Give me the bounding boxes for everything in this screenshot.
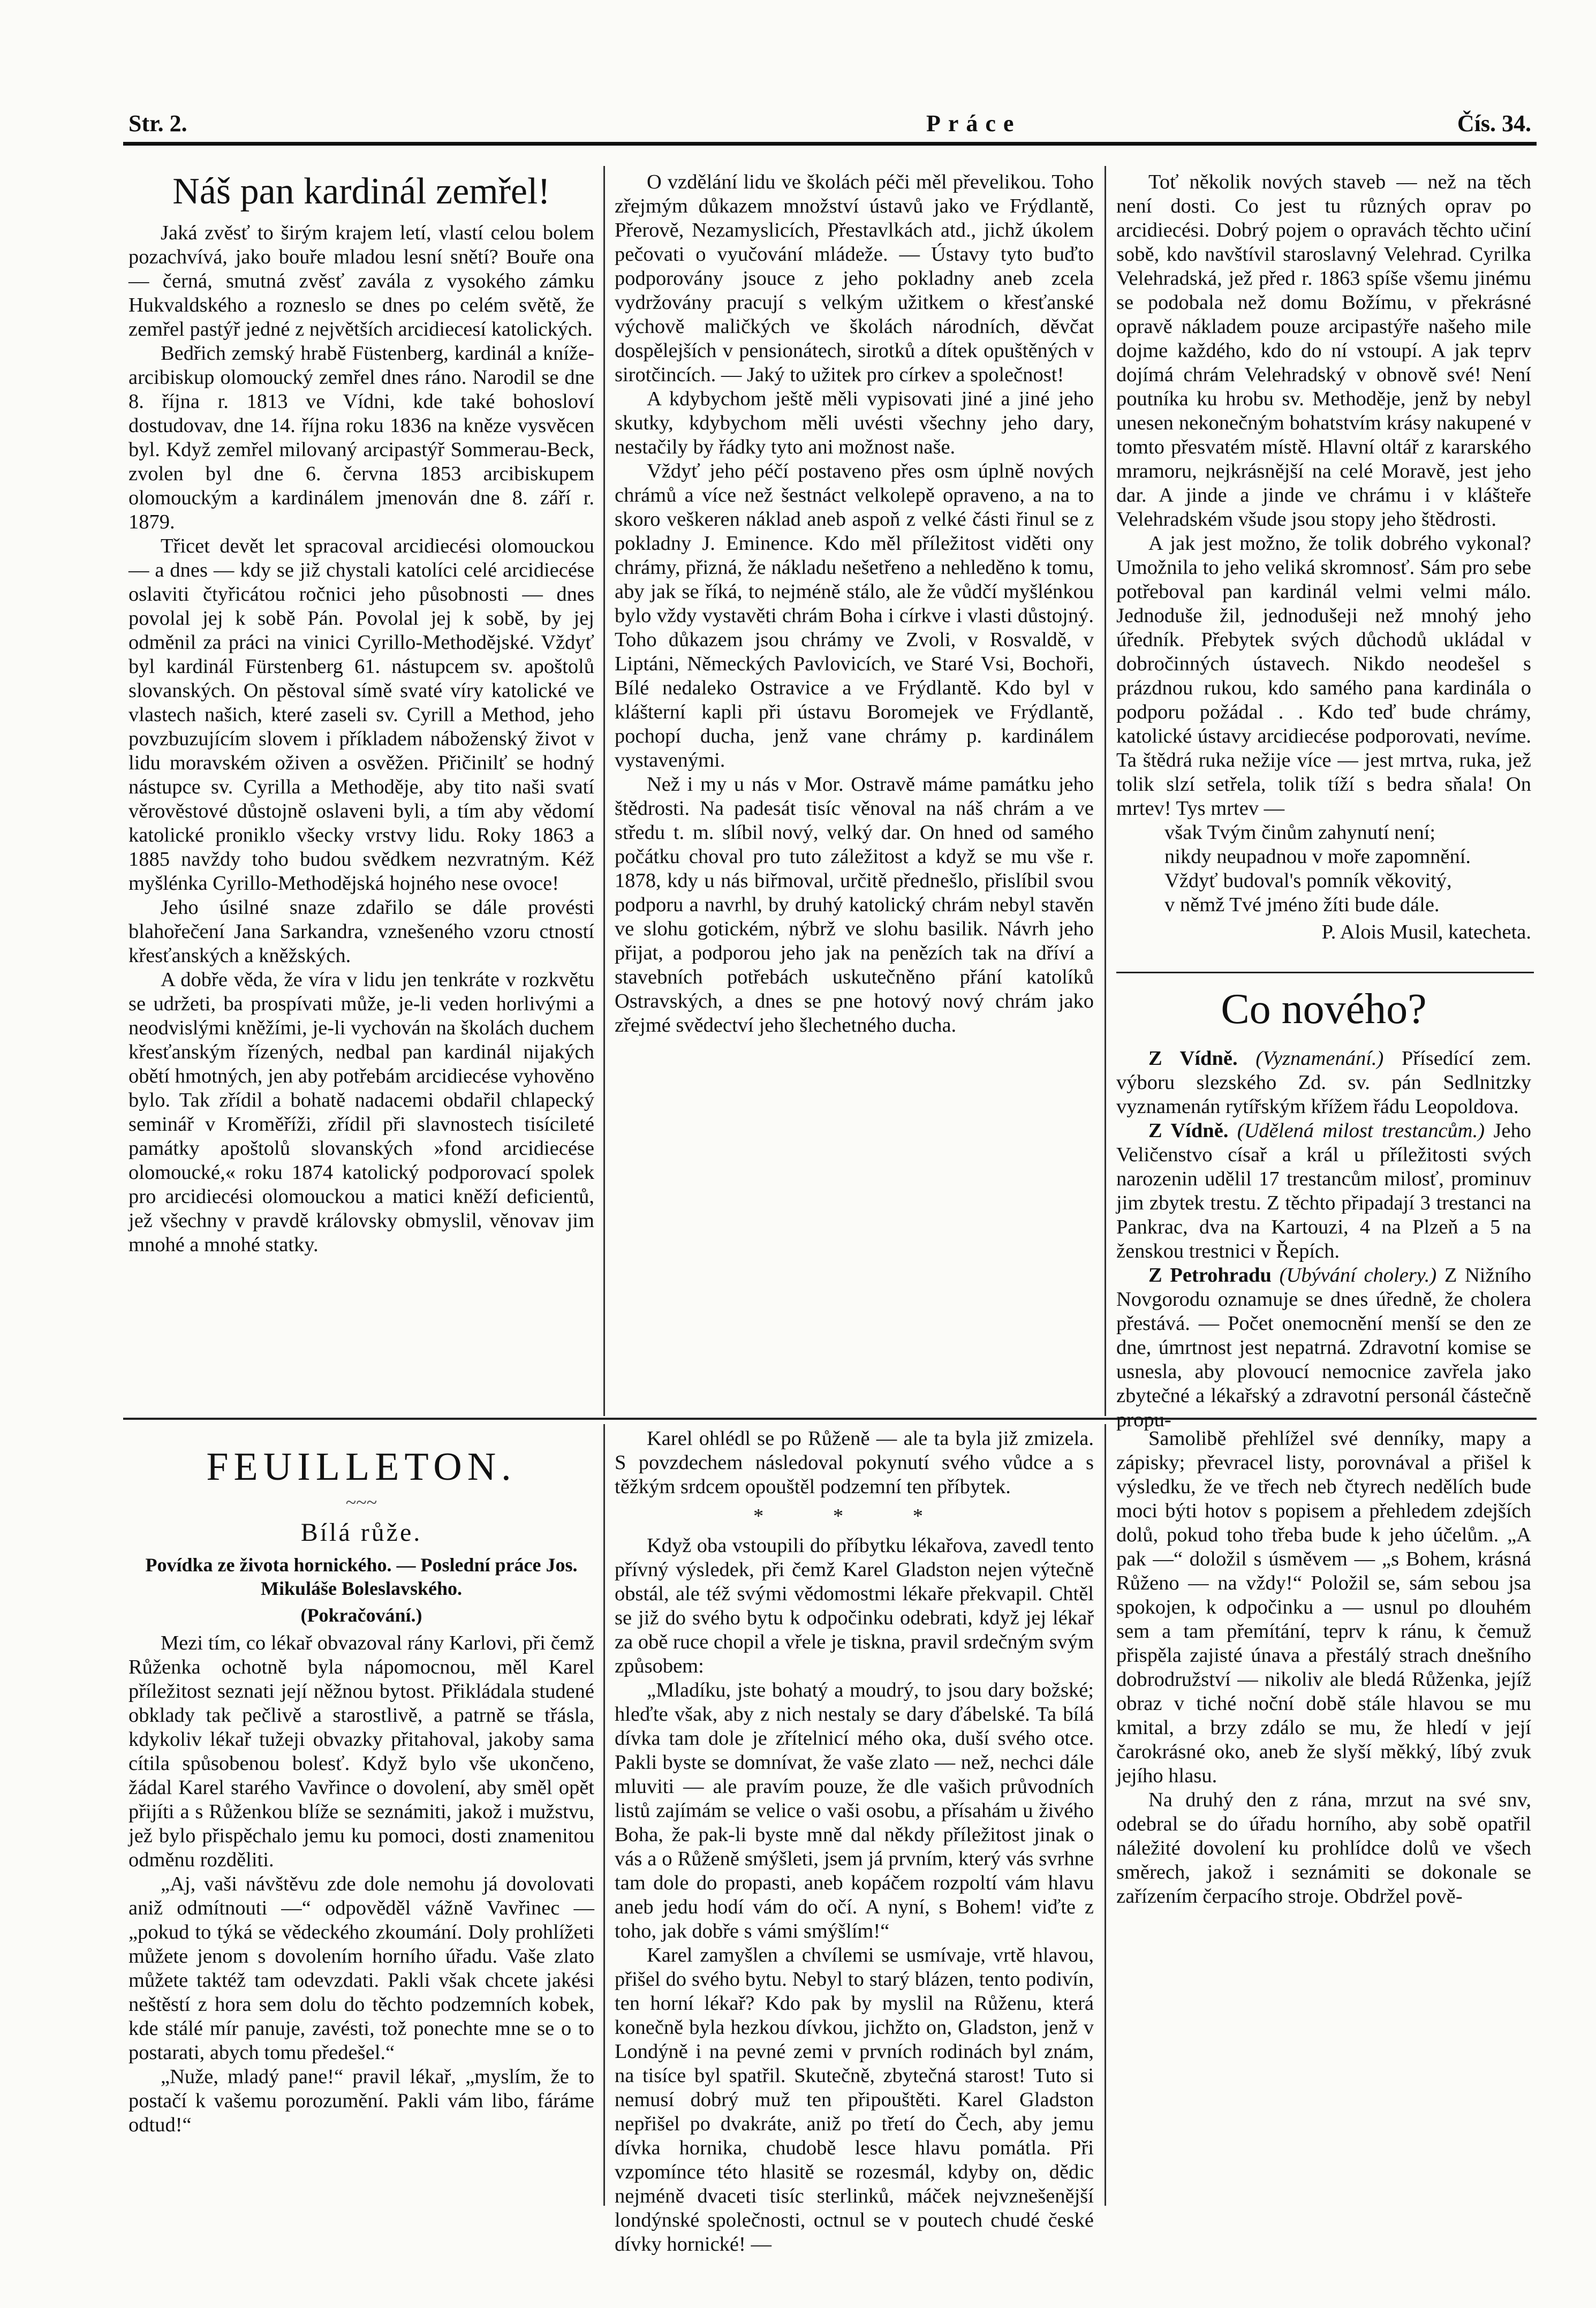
section-break: * * *: [753, 1505, 955, 1527]
article-paragraph: A jak jest možno, že tolik dobrého vykonal? Umožnila to jeho veliká skromnosť. Sám pro sebe potřeboval pan kardinál velmi velmi málo. Jednoduše žil, jednodušeji než mnohý jeho úředník. Přebytek svých důchodů ukládal v dobročinných ústavech. Nikdo neodešel s prázdnou rukou, kdo samého pana kardinála o podporu požádal . . Kdo teď bude chrámy, katolické ústavy arcidiecése podporovati, nevíme. Ta štědrá ruka nežije více — jest mrtva, ruka, jež tolik slzí setřela, tolik tíží s bedra sňala! On mrtev! Tys mrtev —: [1116, 532, 1531, 820]
article-paragraph: A dobře věda, že víra v lidu jen tenkráte v rozkvětu se udržeti, ba prospívati může, je-li veden horlivými a neodvislými kněžími, je-li vychován na školách duchem křesťanským řízených, nedbal pan kardinál nijakých obětí hmotných, jen aby potřebám arcidiecése vyhověno bylo. Tak zřídil a bohatě nadacemi obdařil chlapecký seminář v Kroměříži, zřídil při slavnostech tisícileté památky apoštolů slovanských »fond arcidiecése olomoucké,« roku 1874 katolický podporovací spolek pro arcidiecési olomouckou a matici kněží deficientů, jež všechny v pravdě královsky obmyslil, věnovav jim mnohé a mnohé statky.: [128, 968, 594, 1256]
poem-line: však Tvým činům zahynutí není;: [1164, 821, 1436, 844]
article-paragraph: Toť několik nových staveb — než na těch není dosti. Co jest tu různých oprav po arcidiecési. Dobrý pojem o opravách těchto učiní sobě, kdo navštívil staroslavný Velehrad. Cyrilka Velehradská, jež před r. 1863 spíše všemu jinému se podobala než domu Božímu, v překrásné opravě nákladem pouze arcipastýře našeho mile dojme každého, kdo do ní vstoupí. A jak teprv dojímá chrám Velehradský v obnově své! Není poutníka ku hrobu sv. Methoděje, jenž by nebyl unesen nekonečným bohatstvím krásy nakupené v tomto přesvatém místě. Hlavní oltář z kararského mramoru, nejkrásnější na celé Moravě, jest jeho dar. A jinde a jinde ve chrámu i v klášteře Velehradském všude jsou stopy jeho štědrosti.: [1116, 171, 1531, 531]
feuilleton-column-1: [128, 1427, 594, 2137]
feuilleton-column-2: [615, 1427, 1094, 2257]
news-headline: (Udělená milost trestancům.): [1237, 1119, 1485, 1142]
news-item: [1116, 1047, 1531, 1119]
story-paragraph: „Mladíku, jste bohatý a moudrý, to jsou dary božské; hleďte však, aby z nich nestaly se dary ďábelské. Ta bílá dívka tam dole je zřítelnicí mého oka, duší svého otce. Pakli byste se domnívat, že vaše zlato — než, nechci dále mluviti — ale pravím pouze, že dle vašich průvodních listů zajímám se velice o vaši osobu, a přísahám u živého Boha, že pak-li byste mně dal někdy příležitost jinak o vás a o Růženě smýšleti, jsem já prvním, který vás svrhne tam dole do propasti, aneb kopáčem rozpoltí vám hlavu aneb jedu hodí vám do očí. A nyní, s Bohem! viďte z toho, jak dobře s vámi smýšlím!“: [615, 1679, 1094, 1942]
article-column-2: [615, 170, 1094, 1038]
news-text: Jeho Veličenstvo císař a král u příležitosti svých narozenin udělil 17 trestancům milosť, prominuv jim zbytek trestu. Z těchto připadají 3 trestanci na Pankrac, dva na Kartouzi, 4 na Plzeň a 5 na ženskou trestnici v Řepích.: [1116, 1119, 1532, 1262]
newspaper-title: Práce: [926, 110, 1022, 137]
news-headline: (Vyznamenání.): [1255, 1047, 1384, 1070]
column-divider: [603, 166, 605, 1416]
news-place: Z Vídně.: [1148, 1119, 1229, 1142]
news-item: [1116, 1263, 1531, 1432]
continuation-note: (Pokračování.): [300, 1605, 422, 1626]
column-divider: [603, 1424, 605, 2206]
news-section: [1116, 980, 1531, 1432]
news-place: Z Petrohradu: [1148, 1264, 1272, 1287]
story-paragraph: Samolibě přehlížel své denníky, mapy a zápisky; převracel listy, porovnával a přišel k výsledku, že ve třech neb čtyrech nedělích bude moci býti hotov s popisem a přehledem zdejších dolů, pokud toho třeba bude k jeho účelům. „A pak —“ doložil s úsměvem — „s Bohem, krásná Růženo — na vždy!“ Položil se, sám sebou jsa spokojen, k odpočinku a — usnul po dlouhém sem a tam přemítání, teprv k ránu, k čemuž přispěla zajisté únava a přestálý strach dnešního dobrodružství — nikoliv ale bledá Růženka, jejíž obraz v tiché noční době stále hlavou se mu kmital, a brzy zdálo se mu, že hledí v její čarokrásné oko, aneb že slyší měkký, líbý zvuk jejího hlasu.: [1116, 1427, 1531, 1787]
article-paragraph: Jaká zvěsť to širým krajem letí, vlastí celou bolem pozachvívá, jako bouře mladou lesní snětí? Bouře ona — černá, smutná zvěsť zavála z vysokého zámku Hukvaldského a rozneslo se dnes po celém světě, že zemřel pastýř jedné z největších arcidiecesí katolických.: [128, 222, 594, 340]
article-paragraph: Jeho úsilné snaze zdařilo se dále provésti blahořečení Jana Sarkandra, vznešeného vzoru ctností křesťanských a kněžských.: [128, 896, 594, 967]
story-paragraph: Karel ohlédl se po Růženě — ale ta byla již zmizela. S povzdechem následoval pokynutí svého vůdce a s těžkým srdcem opouštěl podzemní ten příbytek.: [615, 1427, 1094, 1498]
news-headline: (Ubývání cholery.): [1279, 1264, 1437, 1287]
feuilleton-column-3: [1116, 1427, 1531, 1909]
story-paragraph: „Aj, vaši návštěvu zde dole nemohu já dovolovati aniž odmítnouti —“ odpověděl vážně Vavřinec — „pokud to týká se vědeckého zkoumání. Doly prohlížeti můžete jenom s dovolením horního úřadu. Vaše zlato můžete taktéž tam odevzdati. Pakli však chcete jakési neštěstí z hora sem dolu do těchto podzemních kobek, kde stálé mír panuje, zavésti, tož ponechte mne se o to postarati, abych tomu předešel.“: [128, 1873, 594, 2064]
page-header: [128, 110, 1531, 142]
article-paragraph: O vzdělání lidu ve školách péči měl převelikou. Toho zřejmým důkazem množství ústavů jako ve Frýdlantě, Přerově, Nezamyslicích, Přestavlkách atd., jichž úkolem pečovati o vyučování mládeže. — Ústavy tyto buďto podporovány jsouce z jeho pokladny aneb zcela vydržovány pracují s velkým užitkem o křesťanské výchově maličkých ve školách národních, děvčat dospělejších v pensionátech, sirotků a dítek opuštěných v sirotčincích. — Jaký to užitek pro církev a společnost!: [615, 171, 1094, 386]
column-divider: [1105, 1424, 1106, 2206]
news-place: Z Vídně.: [1148, 1047, 1238, 1070]
story-title: Bílá růže.: [300, 1518, 422, 1547]
page-number: Str. 2.: [128, 110, 187, 137]
news-rule: [1116, 972, 1534, 973]
article-column-3: [1116, 170, 1531, 944]
issue-number: Čís. 34.: [1457, 110, 1531, 137]
ornament: ~~~: [345, 1492, 377, 1513]
poem-line: nikdy neupadnou v moře zapomnění.: [1164, 845, 1471, 868]
story-paragraph: Na druhý den z rána, mrzut na své snv, odebral se do úřadu horního, aby sobě opatřil náležité dovolení ku prohlídce dolů ve všech směrech, jakož i seznámiti se dokonale se zařízením čerpacího stroje. Obdržel pově-: [1116, 1789, 1531, 1908]
article-paragraph: A kdybychom ještě měli vypisovati jiné a jiné jeho skutky, kdybychom měli uvésti všechny jeho dary, nestačily by řádky tyto ani možnost naše.: [615, 388, 1094, 458]
feuilleton-heading: FEUILLETON.: [206, 1445, 517, 1489]
poem-line: v němž Tvé jméno žíti bude dále.: [1164, 894, 1440, 916]
story-paragraph: Když oba vstoupili do příbytku lékařova, zavedl tento přívný výsledek, při čemž Karel Gladston nejen výtečně obstál, ale též svými vědomostmi lékaře překvapil. Chtěl se již do svého bytu k odpočinku odebrati, když jej lékař za obě ruce chopil a vřele je tiskna, pravil srdečným svým způsobem:: [615, 1534, 1094, 1677]
story-paragraph: „Nuže, mladý pane!“ pravil lékař, „myslím, že to postačí k vašemu porozumění. Pakli vám libo, fáráme odtud!“: [128, 2065, 594, 2136]
author-signature: P. Alois Musil, katecheta.: [1321, 921, 1531, 943]
story-paragraph: Mezi tím, co lékař obvazoval rány Karlovi, při čemž Růženka ochotně byla nápomocnou, měl Karel příležitost seznati její něžnou bytost. Přikládala studené obklady tak pečlivě a starostlivě, a patrně se třásla, kdykoliv lékař tužeji obvazky přitahoval, jakoby sama cítila spůsobenou bolesť. Když bylo vše ukončeno, žádal Karel starého Vavřince o dovolení, aby směl opět přijíti a s Růženkou blíže se seznámiti, jakož i mužstvu, jež bylo přispěchalo jemu ku pomoci, dosti znamenitou odměnu rozděliti.: [128, 1632, 594, 1871]
article-paragraph: Vždyť jeho péčí postaveno přes osm úplně nových chrámů a více než šestnáct velkolepě opraveno, a na to skoro veškeren náklad aneb aspoň z velké části řinul se z pokladny J. Eminence. Kdo měl příležitost viděti ony chrámy, přizná, že nákladu nešetřeno a nehleděno k tomu, aby jak se říká, to nejméně stálo, ale že vůdčí myšlénkou bylo vždy vystavěti chrám Boha i církve i vlasti důstojný. Toho důkazem jsou chrámy ve Zvoli, v Rosvaldě, v Liptáni, Německých Pavlovicích, ve Staré Vsi, Bochoři, Bílé nedaleko Ostravice a ve Frýdlantě. Kdo byl v klášterní kapli při ústavu Boromejek ve Frýdlantě, pochopí ducha, jenž vane chrámy p. kardinálem vystavenými.: [615, 460, 1094, 771]
column-divider: [1105, 166, 1106, 1416]
article-title: Náš pan kardinál zemřel!: [172, 171, 550, 212]
memorial-poem: [1164, 821, 1531, 917]
article-paragraph: Než i my u nás v Mor. Ostravě máme památku jeho štědrosti. Na padesát tisíc věnoval na náš chrám a ve středu t. m. slíbil nový, velký dar. On hned od samého počátku choval pro tuto záležitost a když se mu vše r. 1878, kdy u nás biřmoval, určitě přednešlo, přislíbil svou podporu a navrhl, by druhý katolický chrám nebyl stavěn ve slohu gotickém, nýbrž ve slohu basilik. Návrh jeho přijat, a podporou jeho jak na penězích tak na dříví a stavebních potřebách uskutečněno přání katolíků Ostravských, a dnes se pne hotový nový chrám jako zřejmé svědectví jeho šlechetného ducha.: [615, 773, 1094, 1036]
news-title: Co nového?: [1221, 986, 1427, 1033]
news-text: Z Nižního Novgorodu oznamuje se dnes úředně, že cholera přestává. — Počet onemocnění menší se den ze dne, úmrtnost jest nepatrná. Zdravotní komise se usnesla, aby plovoucí nemocnice zavřela jako zbytečné a lékařský a zdravotní personál částečně propu-: [1116, 1264, 1532, 1431]
news-text: Přísedící zem. výboru slezského Zd. sv. pán Sedlnitzky vyznamenán rytířským křížem řádu Leopoldova.: [1116, 1047, 1531, 1118]
story-paragraph: Karel zamyšlen a chvílemi se usmívaje, vrtě hlavou, přišel do svého bytu. Nebyl to starý blázen, tento podivín, ten horní lékař? Kdo pak by myslil na Růženu, která konečně byla hezkou dívkou, jichžto on, Gladston, jenž v Londýně i na pevné zemi v prvních rodinách byl znám, na tisíce byl spatřil. Skutečně, zbytečná starost! Tuto si nemusí dobrý muž ten připouštěti. Karel Gladston nepřišel po dvakráte, aniž po třetí do Čech, aby jemu dívka hornika, chudobě lesce hlavu pomátla. Při vzpomínce této hlasitě se rozesmál, kdyby on, dědic nejméně dvaceti tisíc sterlinků, máček nejvznešenější londýnské společnosti, octnul se v poutech chudé české dívky hornické! —: [615, 1944, 1094, 2256]
article-paragraph: Třicet devět let spracoval arcidiecési olomouckou — a dnes — kdy se již chystali katolíci celé arcidiecése oslaviti čtyřicátou ročnici jeho působnosti — dnes povolal jej k sobě Pán. Povolal jej k sobě, by jej odměnil za práci na vinici Cyrillo-Methodějské. Vždyť byl kardinál Fürstenberg 61. nástupcem sv. apoštolů slovanských. On pěstoval símě svaté víry katolické ve vlastech našich, které zaseli sv. Cyrill a Method, jeho povzbuzujícím slovem i příkladem náboženský život v lidu moravském oživen a osvěžen. Přičinilť se hodný nástupce sv. Cyrilla a Methoděje, aby tito naši svatí věrověstové důstojně oslaveni byli, a tím aby vědomí katolické proniklo všecky vrstvy lidu. Roky 1863 a 1885 navždy toho budou svědkem nezvratným. Kéž myšlénka Cyrillo-Methodějská hojného nese ovoce!: [128, 535, 594, 895]
news-item: [1116, 1119, 1531, 1263]
poem-line: Vždyť budoval's pomník věkovitý,: [1164, 869, 1452, 892]
story-subtitle: Povídka ze života hornického. — Poslední práce Jos. Mikuláše Boleslavského.: [145, 1554, 578, 1599]
article-paragraph: Bedřich zemský hrabě Füstenberg, kardinál a kníže-arcibiskup olomoucký zemřel dnes ráno. Narodil se dne 8. října r. 1813 ve Vídni, kde také bohosloví dostudovav, dne 14. října roku 1836 na kněze vysvěcen byl. Když zemřel milovaný arcipastýř Sommerau-Beck, zvolen byl dne 6. června 1853 arcibiskupem olomouckým a kardinálem jmenován dne 8. září r. 1879.: [128, 342, 594, 533]
header-rule: [123, 142, 1537, 146]
article-column-1: [128, 170, 594, 1257]
